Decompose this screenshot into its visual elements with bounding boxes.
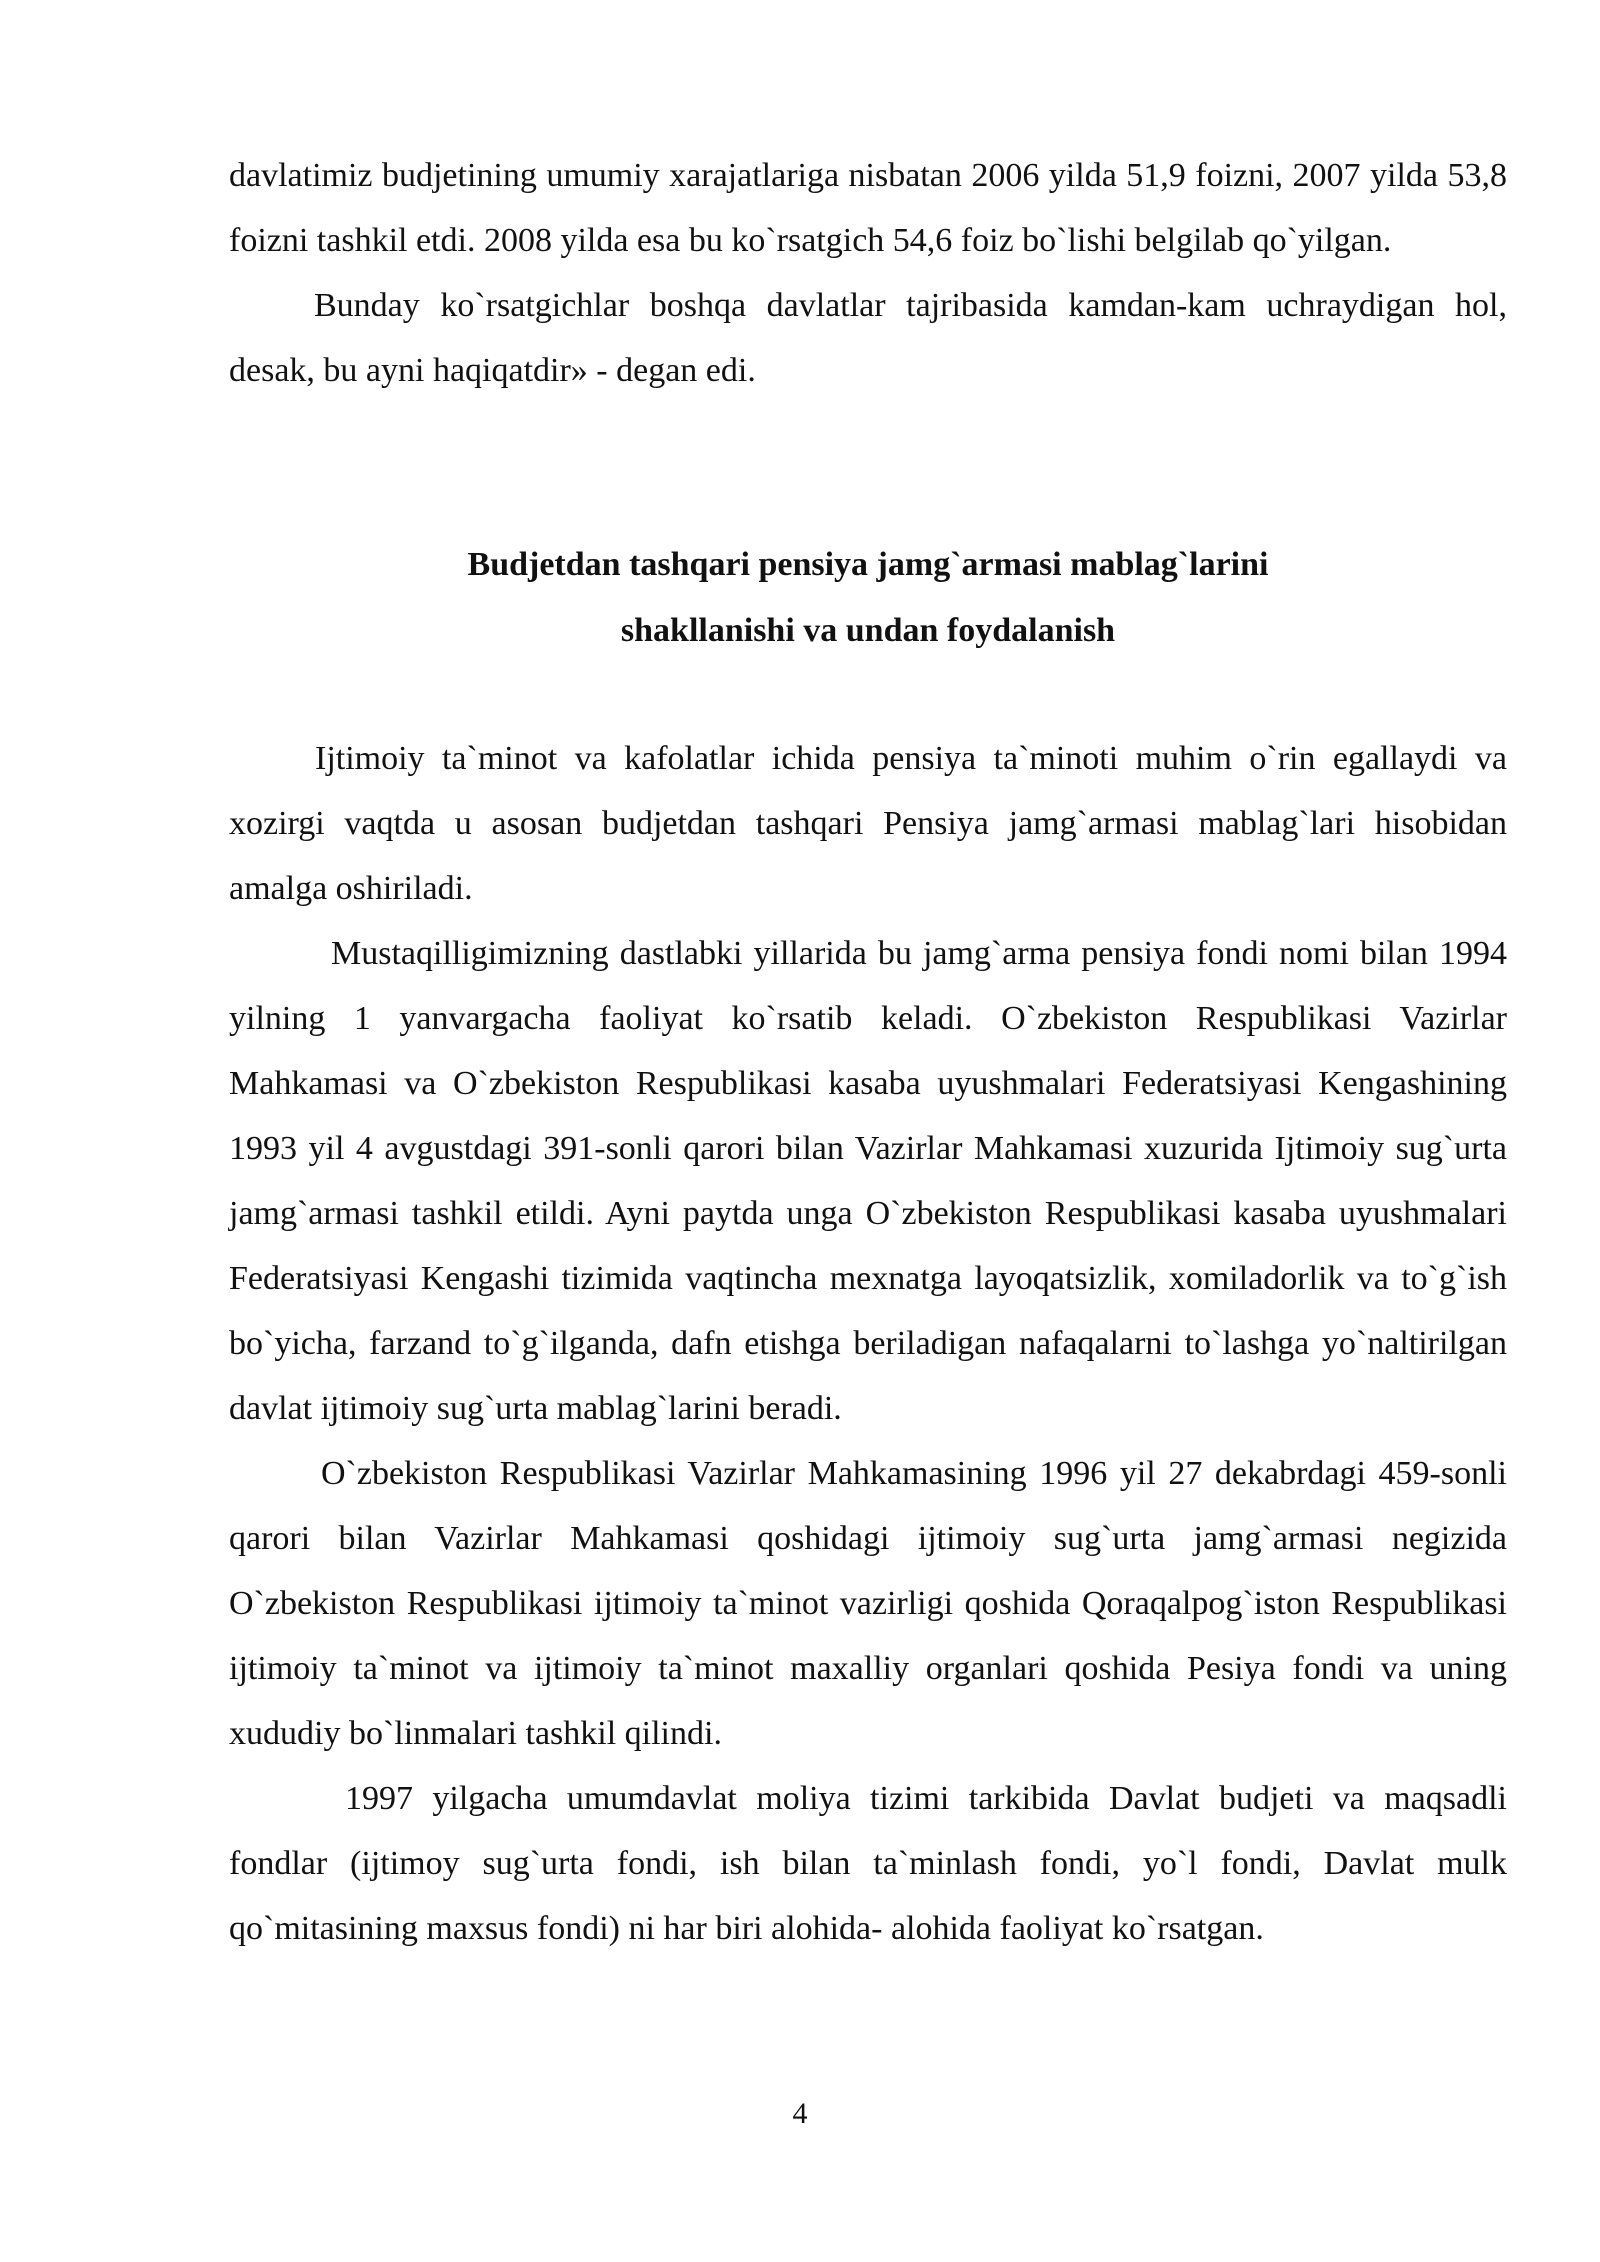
- section-heading-line-1: Budjetdan tashqari pensiya jamg`armasi mablag`larini: [467, 546, 1269, 583]
- body-text: [229, 726, 1507, 1961]
- body-paragraph: O`zbekiston Respublikasi Vazirlar Mahkamasining 1996 yil 27 dekabrdagi 459-sonli qarori bilan Vazirlar Mahkamasi qoshidagi ijtimoiy sug`urta jamg`armasi negizida O`zbekiston Respublikasi ijtimoiy ta`minot vazirligi qoshida Qoraqalpog`iston Respublikasi ijtimoiy ta`minot va ijtimoiy ta`minot maxalliy organlari qoshida Pesiya fondi va uning xududiy bo`linmalari tashkil qilindi.: [229, 1455, 1507, 1752]
- intro-paragraph-2: Bunday ko`rsatgichlar boshqa davlatlar tajribasida kamdan-kam uchraydigan hol, desak, bu ayni haqiqatdir» - degan edi.: [229, 287, 1507, 389]
- intro-paragraph-1: davlatimiz budjetining umumiy xarajatlariga nisbatan 2006 yilda 51,9 foizni, 2007 yilda 53,8 foizni tashkil etdi. 2008 yilda esa bu ko`rsatgich 54,6 foiz bo`lishi belgilab qo`yilgan.: [229, 157, 1507, 259]
- body-paragraph: Mustaqilligimizning dastlabki yillarida bu jamg`arma pensiya fondi nomi bilan 1994 yilning 1 yanvargacha faoliyat ko`rsatib keladi. O`zbekiston Respublikasi Vazirlar Mahkamasi va O`zbekiston Respublikasi kasaba uyushmalari Federatsiyasi Kengashining 1993 yil 4 avgustdagi 391-sonli qarori bilan Vazirlar Mahkamasi xuzurida Ijtimoiy sug`urta jamg`armasi tashkil etildi. Ayni paytda unga O`zbekiston Respublikasi kasaba uyushmalari Federatsiyasi Kengashi tizimida vaqtincha mexnatga layoqatsizlik, xomiladorlik va to`g`ish bo`yicha, farzand to`g`ilganda, dafn etishga beriladigan nafaqalarni to`lashga yo`naltirilgan davlat ijtimoiy sug`urta mablag`larini beradi.: [229, 935, 1507, 1427]
- section-heading: [229, 532, 1507, 664]
- page-number: 4: [792, 2097, 808, 2130]
- body-paragraph: Ijtimoiy ta`minot va kafolatlar ichida pensiya ta`minoti muhim o`rin egallaydi va xozirgi vaqtda u asosan budjetdan tashqari Pensiya jamg`armasi mablag`lari hisobidan amalga oshiriladi.: [229, 740, 1507, 907]
- section-heading-line-2: shakllanishi va undan foydalanish: [620, 612, 1116, 649]
- intro-text: [229, 143, 1507, 403]
- body-paragraph: 1997 yilgacha umumdavlat moliya tizimi tarkibida Davlat budjeti va maqsadli fondlar (ijtimoy sug`urta fondi, ish bilan ta`minlash fondi, yo`l fondi, Davlat mulk qo`mitasining maxsus fondi) ni har biri alohida- alohida faoliyat ko`rsatgan.: [229, 1780, 1507, 1947]
